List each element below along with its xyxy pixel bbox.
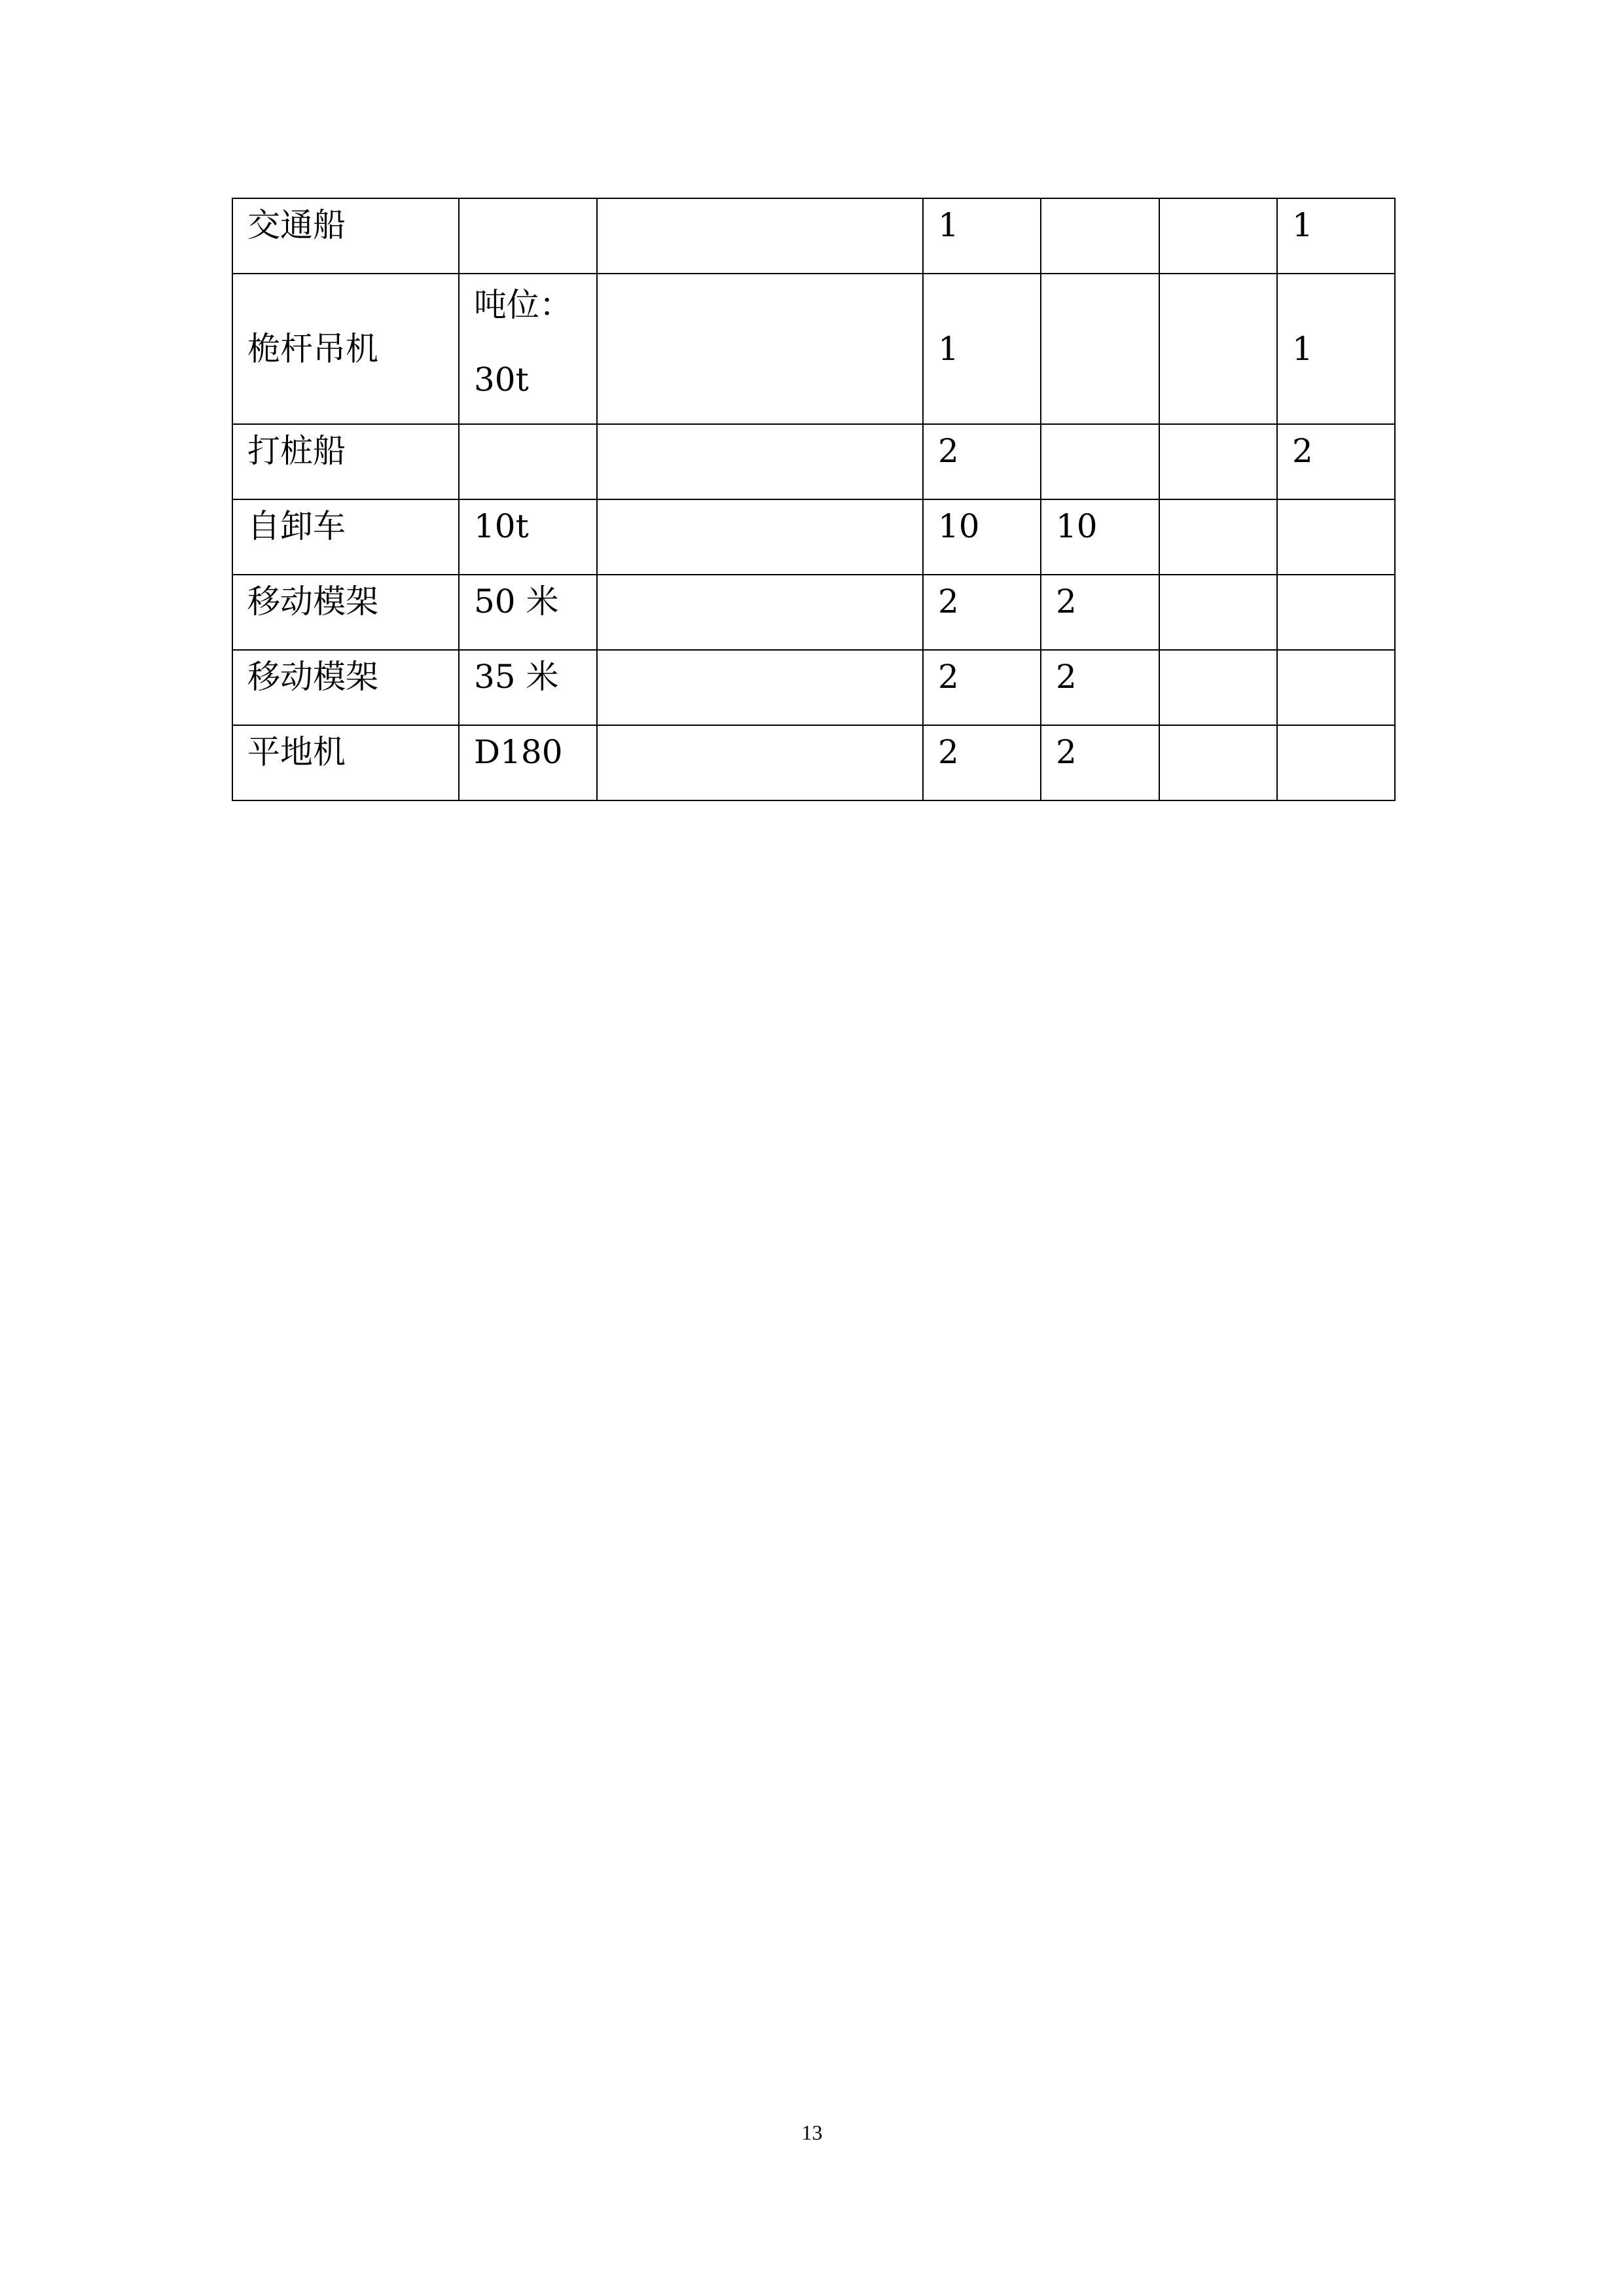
quantity-cell xyxy=(1159,725,1277,800)
spec-line: 30t xyxy=(474,361,529,399)
equipment-spec-cell: 50 米 xyxy=(459,575,597,650)
quantity-cell xyxy=(1277,725,1395,800)
equipment-spec-cell xyxy=(459,198,597,274)
equipment-spec-cell: 35 米 xyxy=(459,650,597,725)
equipment-name-cell: 交通船 xyxy=(232,198,459,274)
equipment-note-cell xyxy=(597,198,923,274)
equipment-name-cell: 移动模架 xyxy=(232,575,459,650)
equipment-name-cell: 移动模架 xyxy=(232,650,459,725)
equipment-name-cell: 打桩船 xyxy=(232,424,459,499)
equipment-note-cell xyxy=(597,650,923,725)
equipment-spec-cell: 10t xyxy=(459,499,597,575)
quantity-cell xyxy=(1159,198,1277,274)
quantity-cell xyxy=(1041,198,1159,274)
equipment-spec-cell xyxy=(459,274,597,424)
equipment-spec-cell: D180 xyxy=(459,725,597,800)
table-row xyxy=(232,725,1395,800)
spec-line: 吨位： xyxy=(474,286,572,324)
quantity-cell: 2 xyxy=(1041,725,1159,800)
quantity-cell: 2 xyxy=(923,650,1041,725)
quantity-cell: 2 xyxy=(1041,650,1159,725)
table-row xyxy=(232,499,1395,575)
equipment-spec-cell xyxy=(459,424,597,499)
quantity-cell: 1 xyxy=(1277,274,1395,424)
quantity-cell: 2 xyxy=(923,725,1041,800)
quantity-cell xyxy=(1159,650,1277,725)
equipment-note-cell xyxy=(597,499,923,575)
quantity-cell xyxy=(1159,499,1277,575)
table-row xyxy=(232,198,1395,274)
quantity-cell xyxy=(1159,575,1277,650)
quantity-cell xyxy=(1041,424,1159,499)
quantity-cell xyxy=(1277,575,1395,650)
page-number: 13 xyxy=(801,2121,823,2144)
quantity-cell: 2 xyxy=(923,575,1041,650)
equipment-note-cell xyxy=(597,725,923,800)
quantity-cell: 1 xyxy=(923,198,1041,274)
quantity-cell xyxy=(1159,274,1277,424)
equipment-table xyxy=(232,198,1396,801)
quantity-cell xyxy=(1159,424,1277,499)
quantity-cell xyxy=(1277,499,1395,575)
quantity-cell: 10 xyxy=(923,499,1041,575)
quantity-cell: 10 xyxy=(1041,499,1159,575)
quantity-cell: 2 xyxy=(1277,424,1395,499)
equipment-name-cell: 自卸车 xyxy=(232,499,459,575)
equipment-name-cell: 桅杆吊机 xyxy=(232,274,459,424)
table-row xyxy=(232,575,1395,650)
quantity-cell: 1 xyxy=(1277,198,1395,274)
quantity-cell: 2 xyxy=(1041,575,1159,650)
equipment-note-cell xyxy=(597,575,923,650)
equipment-note-cell xyxy=(597,274,923,424)
equipment-name-cell: 平地机 xyxy=(232,725,459,800)
table-row xyxy=(232,424,1395,499)
quantity-cell: 2 xyxy=(923,424,1041,499)
table-row xyxy=(232,274,1395,424)
equipment-note-cell xyxy=(597,424,923,499)
quantity-cell xyxy=(1041,274,1159,424)
quantity-cell xyxy=(1277,650,1395,725)
table-row xyxy=(232,650,1395,725)
quantity-cell: 1 xyxy=(923,274,1041,424)
